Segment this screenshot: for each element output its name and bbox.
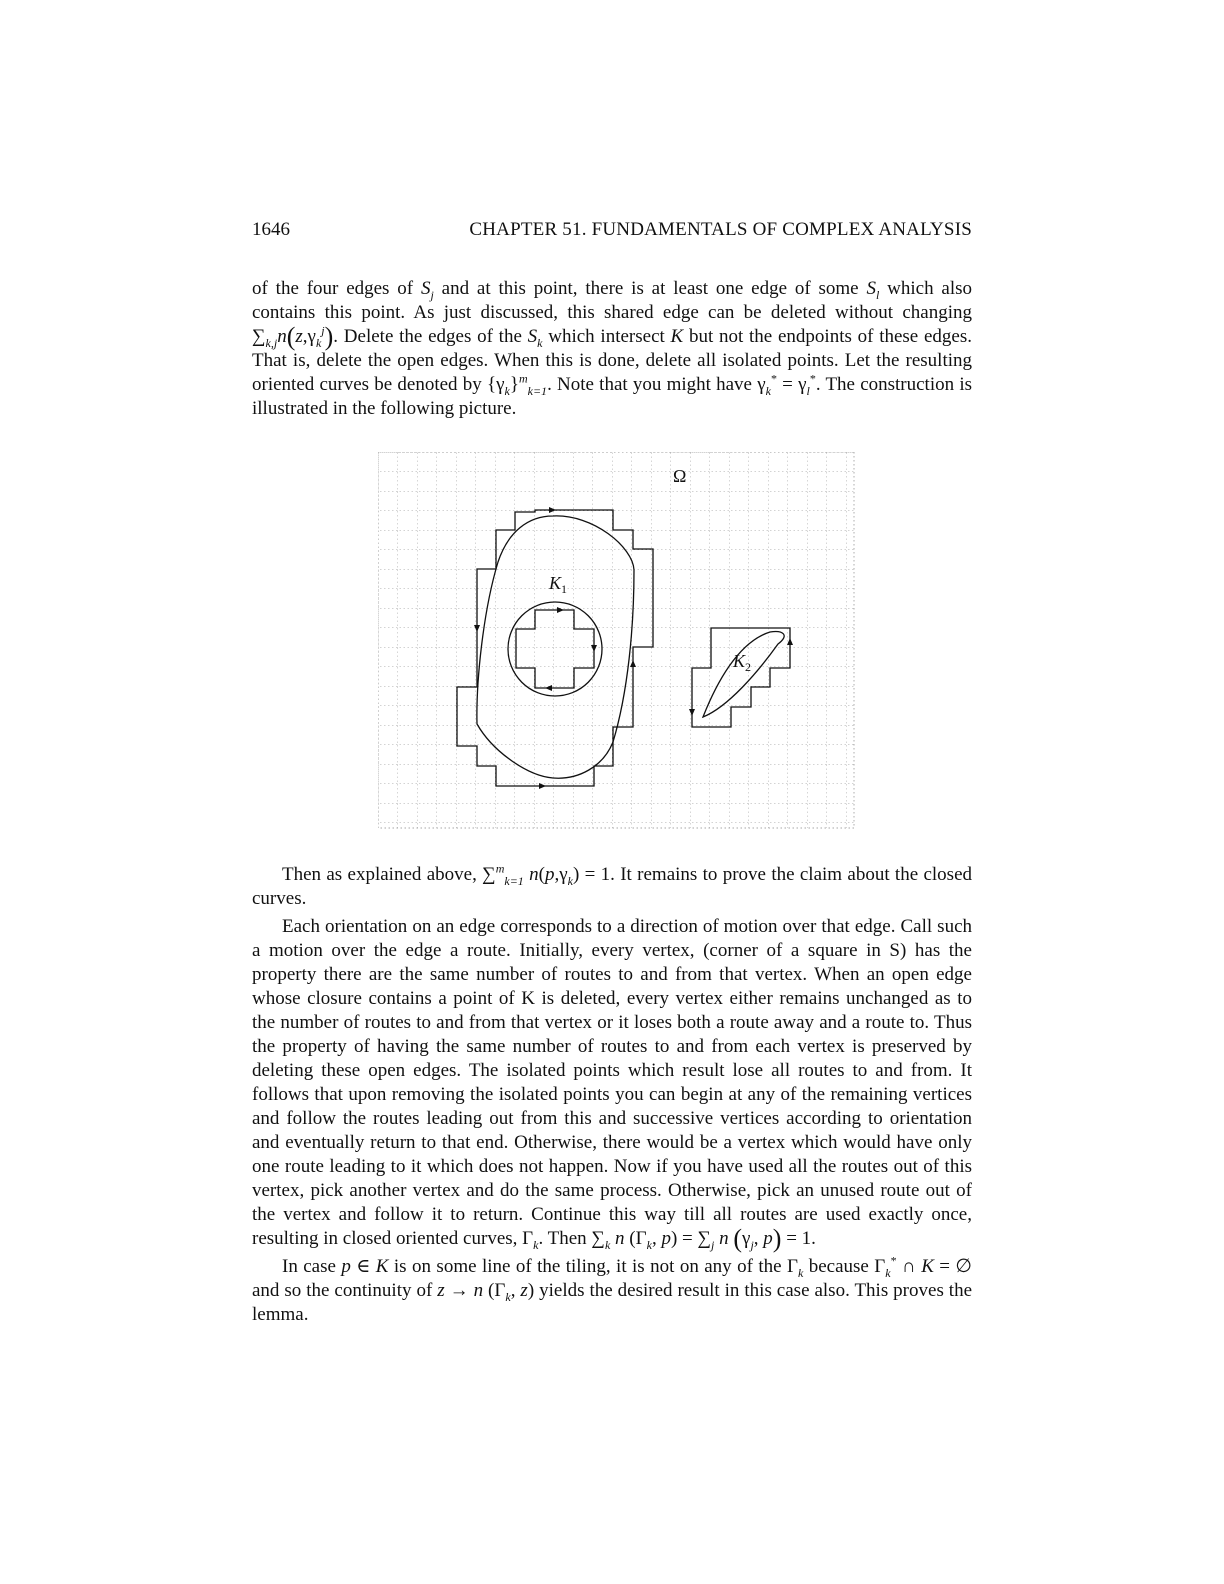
paragraph-routes: Each orientation on an edge corresponds to a direction of motion over that edge. Call such a motion over the edge a route. Initially, every vertex, (corner of a square in S) has the property there are the same number of routes to and from that vertex. When an open edge whose closure contains a point of K is deleted, every vertex either remains unchanged as to the number of routes to and from that vertex or it loses both a route away and a route to. Thus the property of having the same number of routes to and from each vertex is preserved by deleting these open edges. The isolated points which result lose all routes to and from. It follows that upon removing the isolated points you can begin at any of the remaining vertices and follow the routes leading out from this and successive vertices according to orientation and eventually return to that end. Otherwise, there would be a vertex which would have only one route leading to it which does not happen. Now if you have used all the routes out of this vertex, pick another vertex and do the same process. Otherwise, pick an unused route out of the vertex and follow it to return. Continue this way till all routes are used exactly once, resulting in closed oriented curves, $\Gamma_k$. Then $\sum_k$ n ($\Gamma_k$, $p) = \sum_j$ n ($\gamma_j$, p) = 1. <box>252 916 972 1253</box>
omega-label: Ω <box>673 466 687 486</box>
formula-gamma-sum: $\sum_k$ n ($\Gamma_k$, $p) = \sum_j$ n ($\gamma_j$, p) = 1. <box>591 1224 816 1253</box>
paragraph-construction: of the four edges of $S_j$ and at this point, there is at least one edge of some $S_l$ which also contains this point. As just discussed, this shared edge can be deleted without changing $\sum_{k,j}n(z,\gamma_k^j)$. Delete the edges of the $S_k$ which intersect K but not the endpoints of these edges. That is, delete the open edges. When this is done, delete all isolated points. Let the resulting oriented curves be denoted by $\{\gamma_k\}^m_{k=1}$. Note that you might have $\gamma_k^* = \gamma_l^*$. The construction is illustrated in the following picture. <box>252 278 973 419</box>
construction-figure <box>378 452 864 836</box>
k2-label: $K_2$ <box>733 651 752 674</box>
paragraph-sum: Then as explained above, ∑$^m_{k=1}$ $n(p,\gamma_k) = 1$. It remains to prove the claim about the closed curves. <box>252 861 973 909</box>
page-number: 1646 <box>252 219 290 240</box>
formula-sum-winding: $\sum_{k,j}n(z,\gamma_k^j)$ <box>252 322 334 351</box>
formula-curve-set: $\{\gamma_k\}^m_{k=1}$ <box>486 371 548 398</box>
formula-curve-equality: $\gamma_k^* = \gamma_l^*$ <box>757 371 816 398</box>
k1-label: $K_1$ <box>549 573 568 596</box>
page-header <box>252 219 972 245</box>
chapter-title: CHAPTER 51. FUNDAMENTALS OF COMPLEX ANALYSIS <box>469 219 972 240</box>
formula-sum-gamma: ∑$^m_{k=1}$ $n(p,\gamma_k)$ <box>482 861 580 888</box>
body-after-figure <box>252 863 972 1327</box>
paragraph-conclusion: In case p ∈ K is on some line of the tiling, it is not on any of the $\Gamma_k$ because $\Gamma_k^*$ ∩ K = ∅ and so the continuity of z → n ($\Gamma_k$, z) yields the desired result in this case also. This proves the lemma. <box>252 1253 973 1325</box>
